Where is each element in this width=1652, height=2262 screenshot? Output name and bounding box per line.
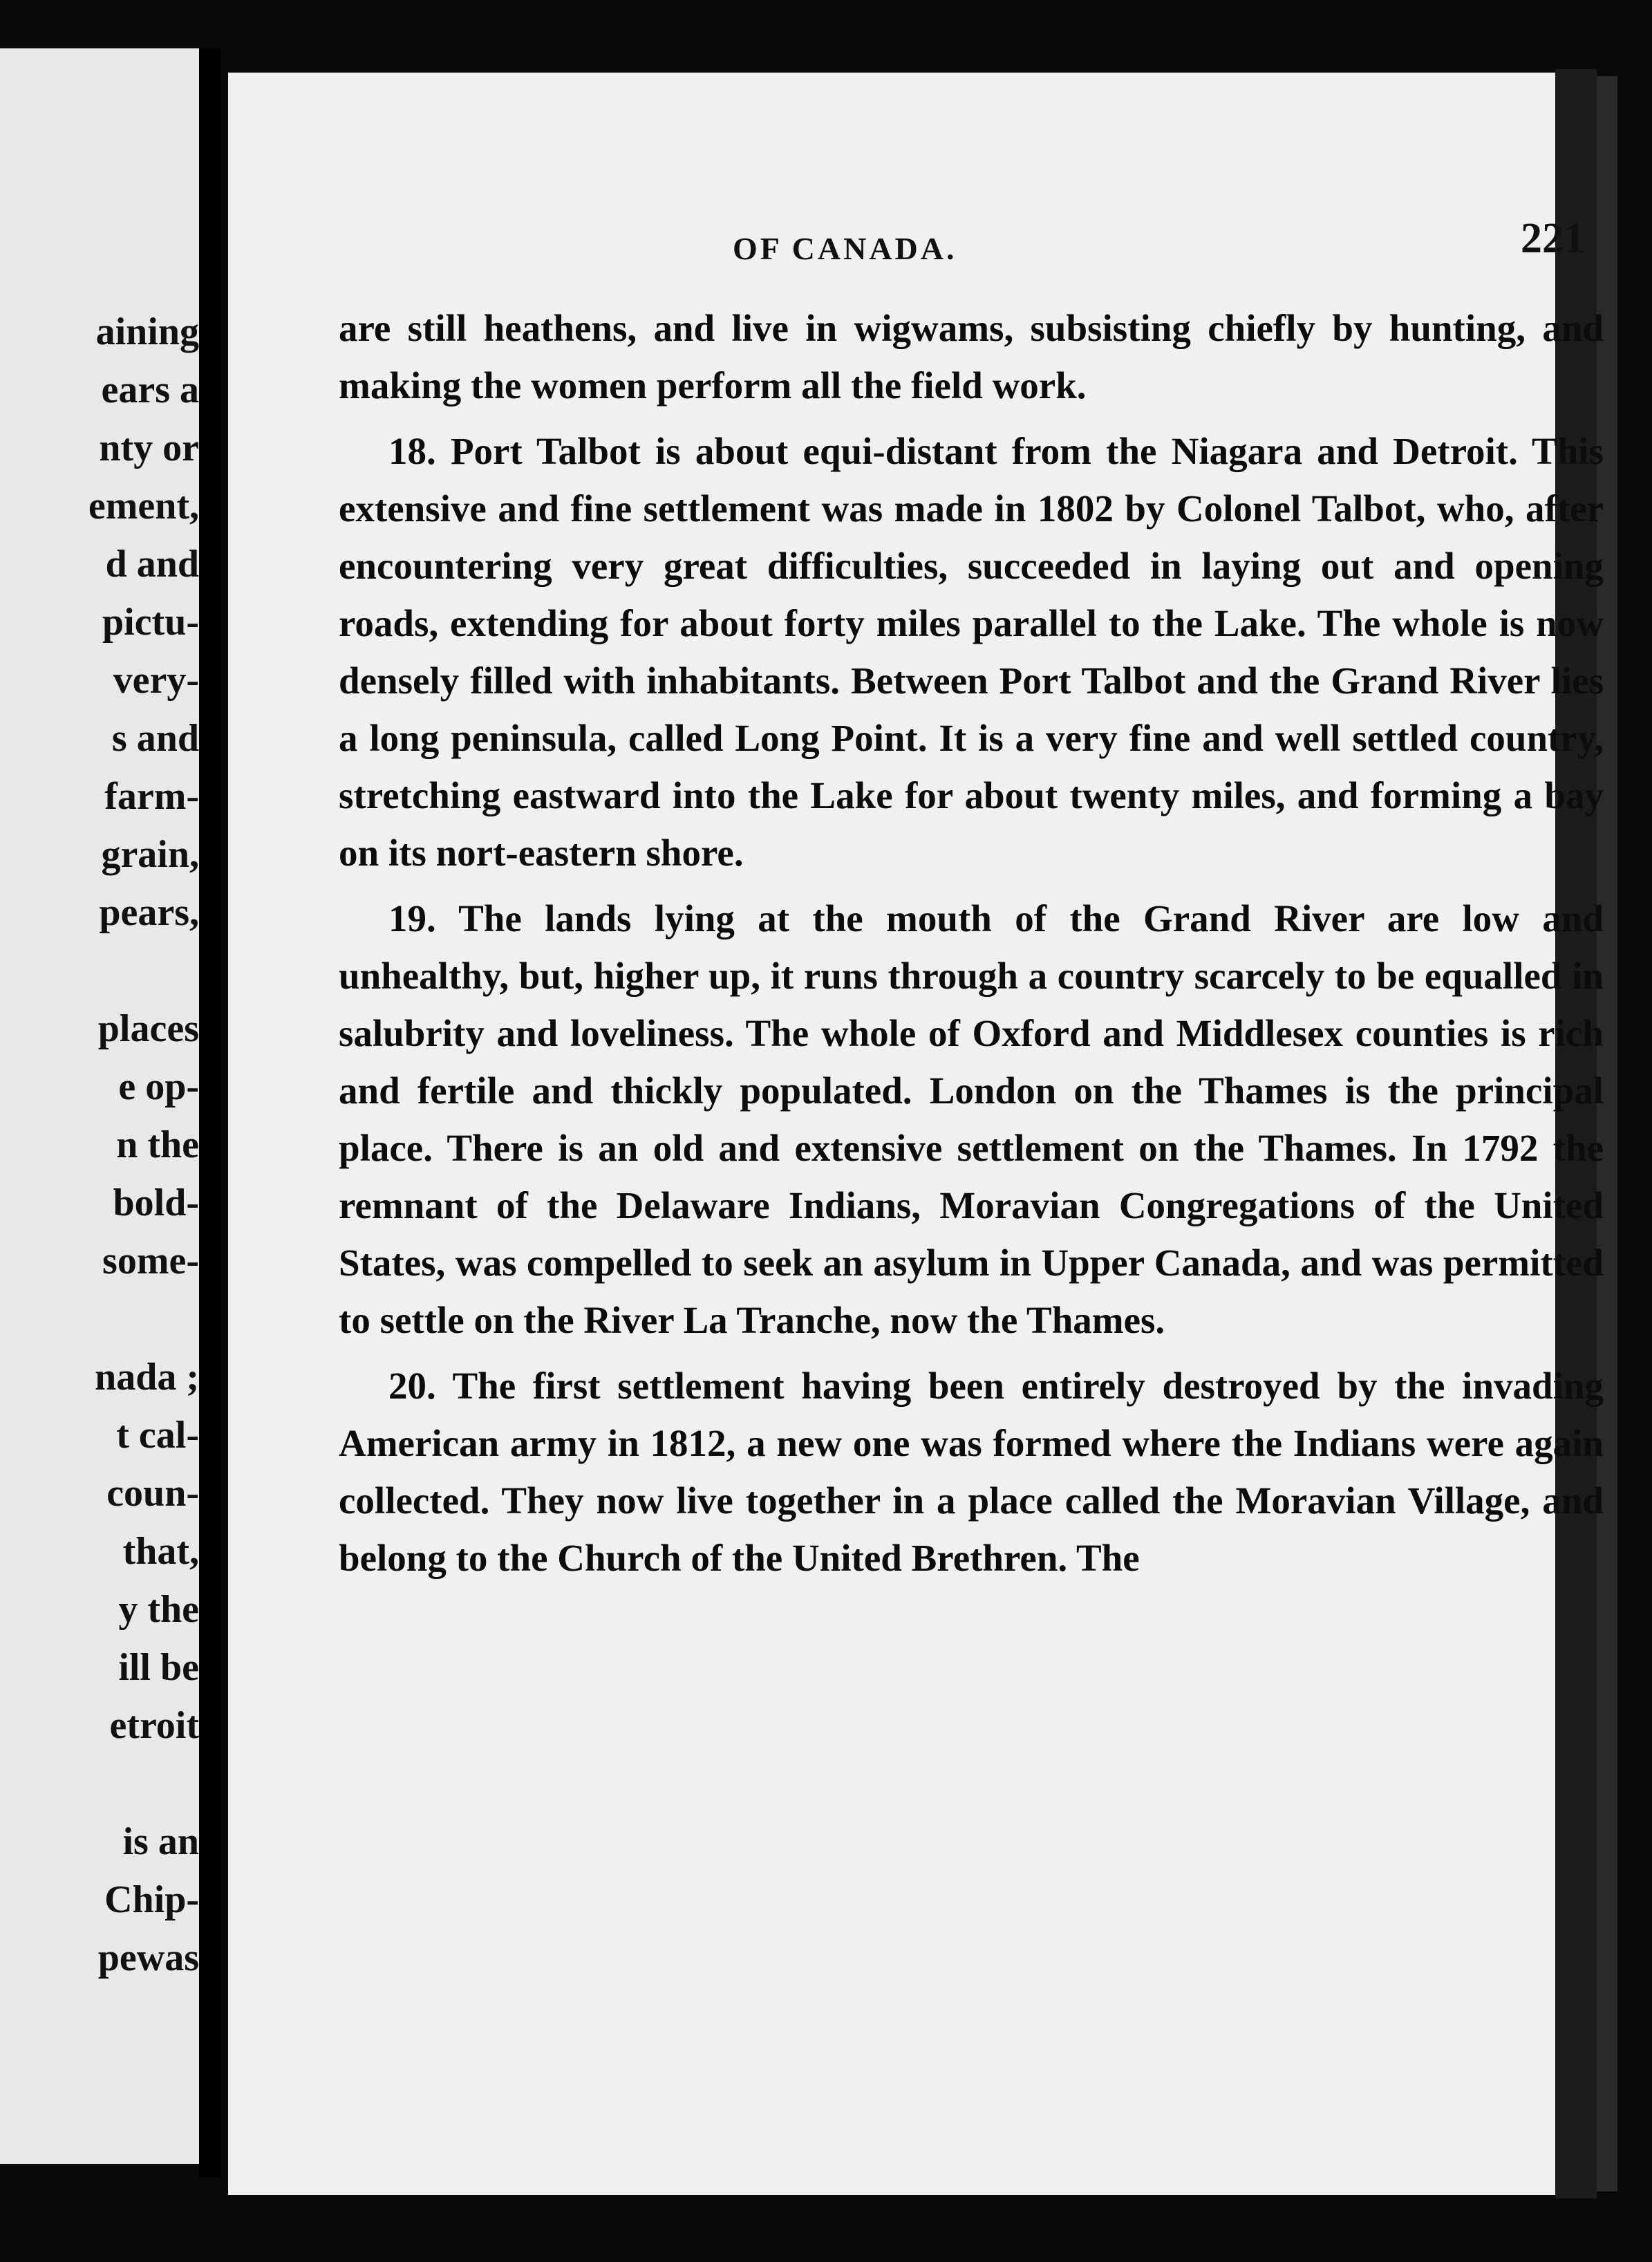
left-page-line-fragment: e op- [118,1065,199,1108]
left-page-line-fragment: places [97,1007,199,1050]
left-page-line-fragment: nada ; [95,1356,199,1399]
left-page-line-fragment: nty or [99,427,199,469]
page-body-text [339,299,1604,1587]
left-facing-page [0,48,199,2164]
running-head: OF CANADA. [733,231,957,266]
left-page-line-fragment: pears, [99,891,199,934]
left-page-line-fragment: ears a [101,368,199,411]
left-page-line-fragment: ement, [88,485,199,527]
left-page-line-fragment: pictu- [102,601,199,644]
paragraph-19: 19. The lands lying at the mouth of the Grand River are low and unhealthy, but, higher up, it runs through a country scarcely to be equalled in salubrity and loveliness. The whole of Oxford and Middlesex counties is rich and fertile and thickly populated. London on the Thames is the principal place. There is an old and extensive settlement on the Thames. In 1792 the remnant of the Delaware Indians, Moravian Congregations of the United States, was compelled to seek an asylum in Upper Canada, and was permitted to settle on the River La Tranche, now the Thames. [339,897,1604,1341]
left-page-line-fragment: that, [122,1530,199,1573]
left-page-line-fragment: pewas [97,1936,199,1979]
left-page-line-fragment: t cal- [116,1414,199,1457]
page-number: 221 [1521,215,1585,262]
left-page-text-fragments [26,303,199,1987]
left-page-line-fragment: etroit [109,1704,199,1747]
paragraph-continuation: are still heathens, and live in wigwams, subsisting chiefly by hunting, and making the women perform all the field work. [339,307,1604,406]
left-page-line-fragment: is an [122,1820,199,1863]
paragraph-18: 18. Port Talbot is about equi-distant from the Niagara and Detroit. This extensive and fine settlement was made in 1802 by Colonel Talbot, who, after encountering very great difficulties, succeeded in laying out and opening roads, extending for about forty miles parallel to the Lake. The whole is now densely filled with inhabitants. Between Port Talbot and the Grand River lies a long peninsula, called Long Point. It is a very fine and well settled country, stretching eastward into the Lake for about twenty miles, and forming a bay on its nort-eastern shore. [339,430,1604,874]
book-gutter [199,48,221,2178]
left-page-line-fragment: Chip- [104,1878,199,1921]
left-page-line-fragment: s and [111,717,199,760]
left-page-line-fragment: n the [116,1123,199,1166]
left-page-line-fragment [26,1290,199,1348]
left-page-line-fragment [26,942,199,1000]
left-page-line-fragment: grain, [101,833,199,876]
left-page-line-fragment: aining [95,310,199,353]
left-page-line-fragment: ill be [118,1646,199,1689]
left-page-line-fragment: very- [113,659,199,702]
left-page-line-fragment: bold- [113,1181,199,1224]
left-page-line-fragment: y the [118,1588,199,1631]
left-page-line-fragment: coun- [106,1472,199,1515]
left-page-line-fragment: d and [105,543,199,586]
left-page-line-fragment: farm- [104,775,199,818]
book-page [228,73,1604,2195]
paragraph-20: 20. The first settlement having been entirely destroyed by the invading American army in 1812, a new one was formed where the Indians were again collected. They now live together in a place called the Moravian Village, and belong to the Church of the United Brethren. The [339,1365,1604,1579]
left-page-line-fragment [26,1755,199,1813]
left-page-line-fragment: some- [102,1240,199,1282]
